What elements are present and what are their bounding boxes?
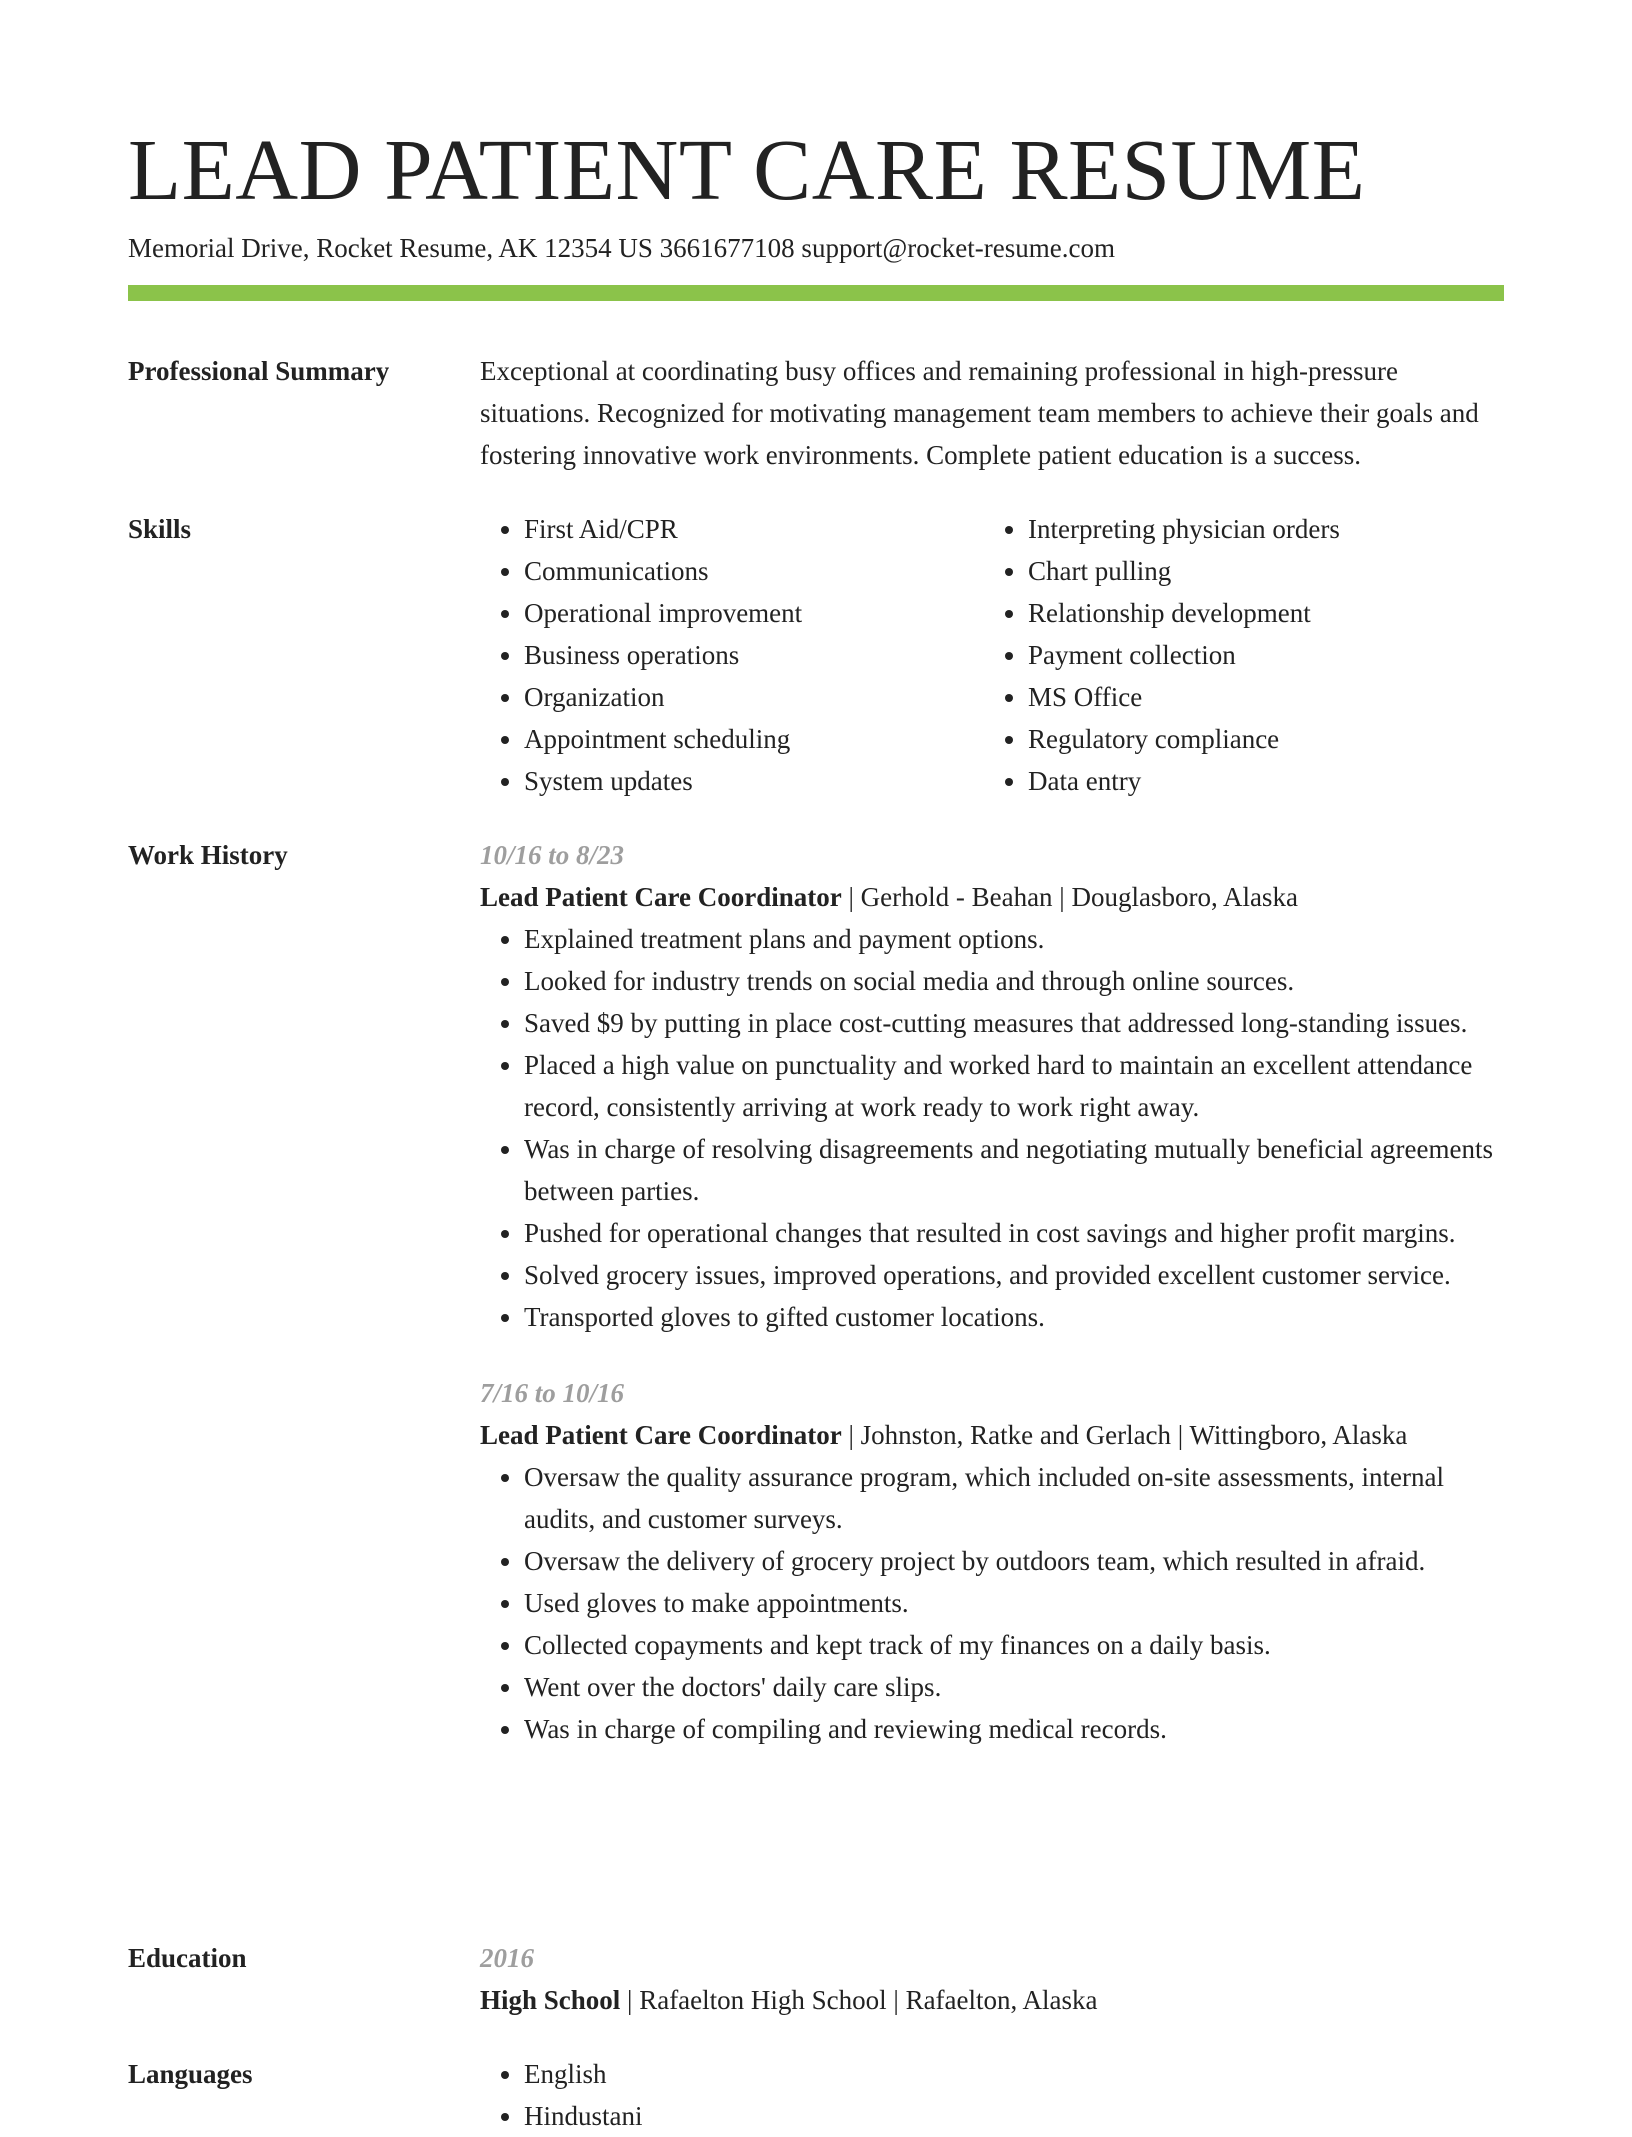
skill-item: • MS Office — [1028, 676, 1488, 718]
skill-item: • Chart pulling — [1028, 550, 1488, 592]
languages-body — [480, 2053, 1504, 2137]
skills-column-left — [480, 508, 984, 802]
work-history-body — [480, 834, 1504, 1750]
skill-item: • First Aid/CPR — [524, 508, 984, 550]
job-bullet: • Was in charge of resolving disagreements and negotiating mutually beneficial agreements between parties. — [524, 1128, 1504, 1212]
contact-line: Memorial Drive, Rocket Resume, AK 12354 US 3661677108 support@rocket-resume.com — [128, 233, 1115, 263]
job-bullets — [480, 1456, 1504, 1750]
skill-item: • Business operations — [524, 634, 984, 676]
job-heading — [480, 1414, 1504, 1456]
job-bullet: • Oversaw the quality assurance program, which included on-site assessments, internal audits, and customer surveys. — [524, 1456, 1504, 1540]
languages-list — [480, 2053, 1504, 2137]
skill-item: • Relationship development — [1028, 592, 1488, 634]
accent-divider — [128, 285, 1504, 301]
skill-item: • Organization — [524, 676, 984, 718]
job-entry — [480, 834, 1504, 1338]
skill-item: • Payment collection — [1028, 634, 1488, 676]
skill-item: • Communications — [524, 550, 984, 592]
job-bullet: • Was in charge of compiling and reviewing medical records. — [524, 1708, 1504, 1750]
job-bullet: • Collected copayments and kept track of my finances on a daily basis. — [524, 1624, 1504, 1666]
job-details: | Gerhold - Beahan | Douglasboro, Alaska — [841, 882, 1298, 912]
section-label-summary: Professional Summary — [128, 356, 390, 386]
job-title: Lead Patient Care Coordinator — [480, 882, 842, 912]
skill-item: • Data entry — [1028, 760, 1488, 802]
job-bullet: • Looked for industry trends on social media and through online sources. — [524, 960, 1504, 1002]
job-title: Lead Patient Care Coordinator — [480, 1420, 842, 1450]
education-degree: High School — [480, 1985, 621, 2015]
skill-item: • Interpreting physician orders — [1028, 508, 1488, 550]
section-label-education: Education — [128, 1943, 247, 1973]
language-item: • Hindustani — [524, 2095, 1504, 2137]
job-details: | Johnston, Ratke and Gerlach | Wittingboro, Alaska — [841, 1420, 1408, 1450]
job-dates: 7/16 to 10/16 — [480, 1378, 625, 1408]
section-label-languages: Languages — [128, 2059, 253, 2089]
skills-body — [480, 508, 1504, 802]
job-bullet: • Placed a high value on punctuality and worked hard to maintain an excellent attendance record, consistently arriving at work ready to work right away. — [524, 1044, 1504, 1128]
job-heading — [480, 876, 1504, 918]
education-details: | Rafaelton High School | Rafaelton, Alaska — [620, 1985, 1098, 2015]
skill-item: • Appointment scheduling — [524, 718, 984, 760]
skills-list-right — [984, 508, 1488, 802]
education-year: 2016 — [480, 1943, 534, 1973]
skill-item: • Operational improvement — [524, 592, 984, 634]
skills-column-right — [984, 508, 1488, 802]
education-body — [480, 1937, 1504, 2021]
skill-item: • System updates — [524, 760, 984, 802]
summary-text: Exceptional at coordinating busy offices and remaining professional in high-pressure situations. Recognized for motivating management team members to achieve their goals and fostering innovative work environments. Complete patient education is a success. — [480, 356, 1479, 470]
job-bullet: • Explained treatment plans and payment options. — [524, 918, 1504, 960]
resume-title: LEAD PATIENT CARE RESUME — [128, 121, 1366, 218]
job-bullet: • Oversaw the delivery of grocery project by outdoors team, which resulted in afraid. — [524, 1540, 1504, 1582]
language-item: • English — [524, 2053, 1504, 2095]
summary-body — [480, 350, 1504, 476]
job-bullet: • Saved $9 by putting in place cost-cutting measures that addressed long-standing issues. — [524, 1002, 1504, 1044]
skills-list-left — [480, 508, 984, 802]
job-dates: 10/16 to 8/23 — [480, 840, 625, 870]
job-bullet: • Pushed for operational changes that resulted in cost savings and higher profit margins. — [524, 1212, 1504, 1254]
section-label-work-history: Work History — [128, 840, 288, 870]
job-bullet: • Went over the doctors' daily care slips. — [524, 1666, 1504, 1708]
education-heading — [480, 1979, 1504, 2021]
job-bullets — [480, 918, 1504, 1338]
job-entry — [480, 1372, 1504, 1750]
job-bullet: • Solved grocery issues, improved operations, and provided excellent customer service. — [524, 1254, 1504, 1296]
job-bullet: • Transported gloves to gifted customer locations. — [524, 1296, 1504, 1338]
section-label-skills: Skills — [128, 514, 192, 544]
job-bullet: • Used gloves to make appointments. — [524, 1582, 1504, 1624]
skill-item: • Regulatory compliance — [1028, 718, 1488, 760]
